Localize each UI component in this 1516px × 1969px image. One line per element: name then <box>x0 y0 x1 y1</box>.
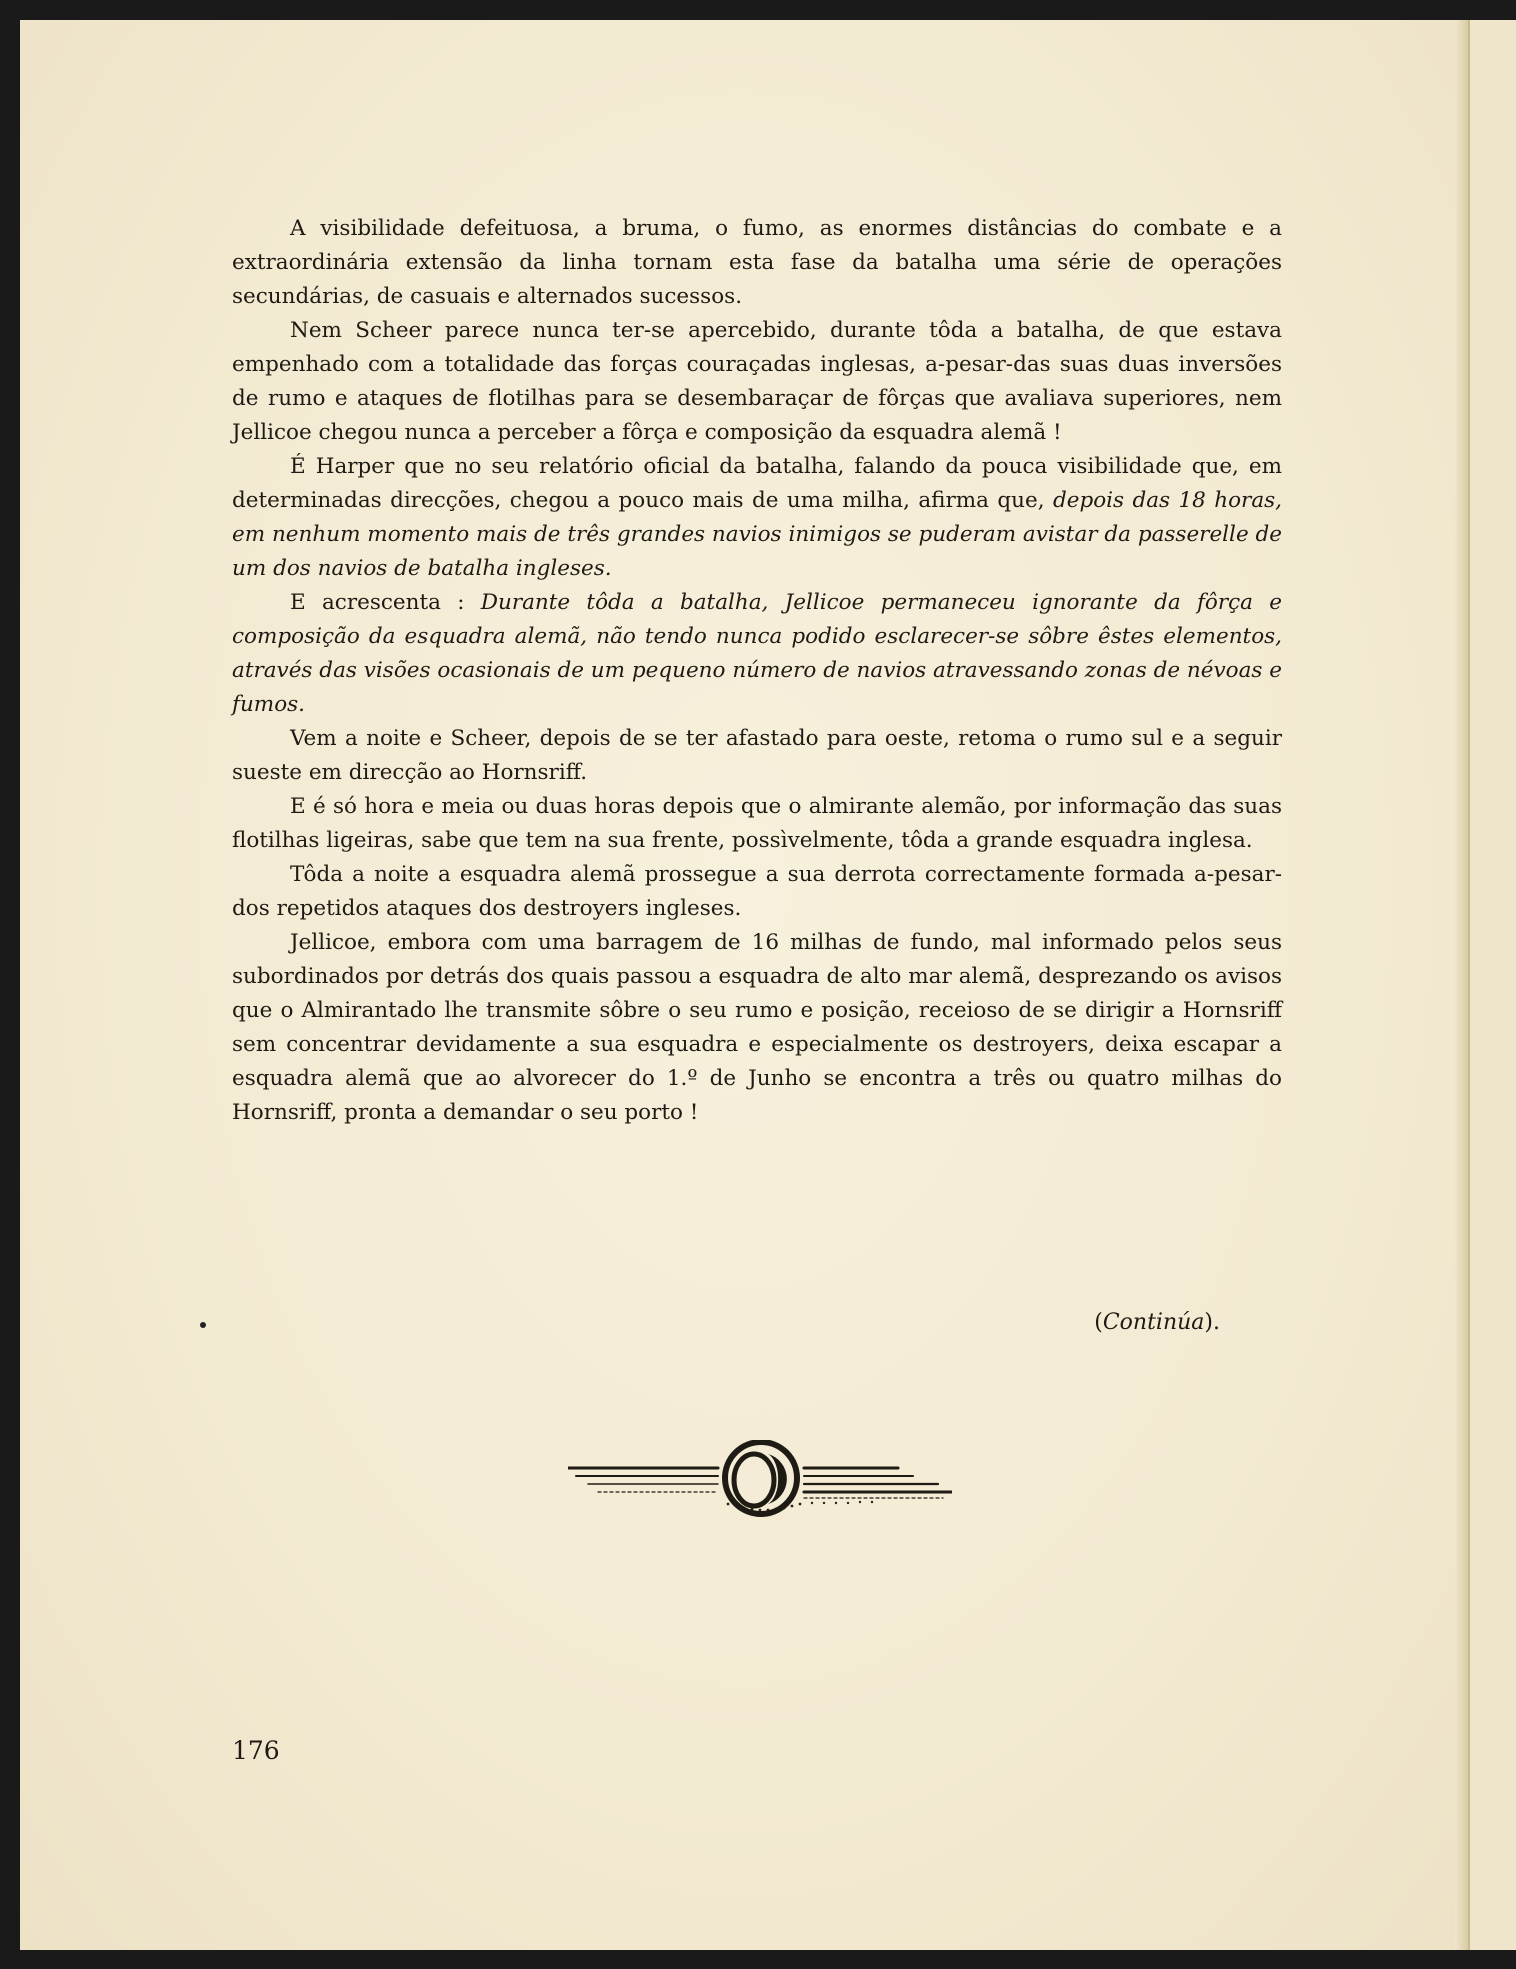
text-run: E é só hora e meia ou duas horas depois que o almirante alemão, por informação das suas flotilhas ligeiras, sabe que tem na sua frente, possìvelmente, tôda a grande esquadra inglesa. <box>232 794 1282 853</box>
text-run: A visibilidade defeituosa, a bruma, o fumo, as enormes distâncias do combate e a extraordinária extensão da linha tornam esta fase da batalha uma série de operações secundárias, de casuais e alternados sucessos. <box>232 216 1282 309</box>
paragraph <box>232 586 1282 722</box>
paragraph <box>232 212 1282 314</box>
paragraph <box>232 926 1282 1130</box>
continua-word: Continúa <box>1102 1310 1205 1335</box>
text-run: E acrescenta : <box>290 590 481 615</box>
text-run: Jellicoe, embora com uma barragem de 16 milhas de fundo, mal informado pelos seus subordinados por detrás dos quais passou a esquadra de alto mar alemã, desprezando os avisos que o Almirantado lhe transmite sôbre o seu rumo e posição, receioso de se dirigir a Hornsriff sem concentrar devidamente a sua esquadra e especialmente os destroyers, deixa escapar a esquadra alemã que ao alvorecer do 1.º de Junho se encontra a três ou quatro milhas do Hornsriff, pronta a demandar o seu porto ! <box>232 930 1282 1125</box>
page-edge-shadow <box>1455 20 1468 1950</box>
body-text <box>232 212 1282 1130</box>
italic-quote: depois das 18 horas, em nenhum momento mais de três grandes navios inimigos se puderam avistar da passerelle de um dos navios de batalha ingleses. <box>232 488 1282 581</box>
paragraph <box>232 790 1282 858</box>
next-page-sliver <box>1468 20 1516 1950</box>
paragraph <box>232 858 1282 926</box>
margin-dot-mark <box>200 1322 206 1328</box>
text-run: Tôda a noite a esquadra alemã prossegue a sua derrota correctamente formada a-pesar-dos repetidos ataques dos destroyers ingleses. <box>232 862 1282 921</box>
paragraph <box>232 722 1282 790</box>
page-number: 176 <box>232 1736 280 1765</box>
text-run: Vem a noite e Scheer, depois de se ter afastado para oeste, retoma o rumo sul e a seguir sueste em direcção ao Hornsriff. <box>232 726 1282 785</box>
ornament-icon <box>568 1440 952 1530</box>
continua-close: ). <box>1204 1310 1220 1335</box>
continua-open: ( <box>1094 1310 1103 1335</box>
italic-quote: Durante tôda a batalha, Jellicoe permaneceu ignorante da fôrça e composição da esquadra alemã, não tendo nunca podido esclarecer-se sôbre êstes elementos, através das visões ocasionais de um pequeno número de navios atravessando zonas de névoas e fumos. <box>232 590 1282 717</box>
text-run: É Harper que no seu relatório oficial da batalha, falando da pouca visibilidade que, em determinadas direcções, chegou a pouco mais de uma milha, afirma que, <box>232 454 1282 513</box>
continua-note <box>1000 1310 1220 1335</box>
paragraph <box>232 450 1282 586</box>
paragraph <box>232 314 1282 450</box>
text-run: Nem Scheer parece nunca ter-se apercebido, durante tôda a batalha, de que estava empenhado com a totalidade das forças couraçadas inglesas, a-pesar-das suas duas inversões de rumo e ataques de flotilhas para se desembaraçar de fôrças que avaliava superiores, nem Jellicoe chegou nunca a perceber a fôrça e composição da esquadra alemã ! <box>232 318 1282 445</box>
